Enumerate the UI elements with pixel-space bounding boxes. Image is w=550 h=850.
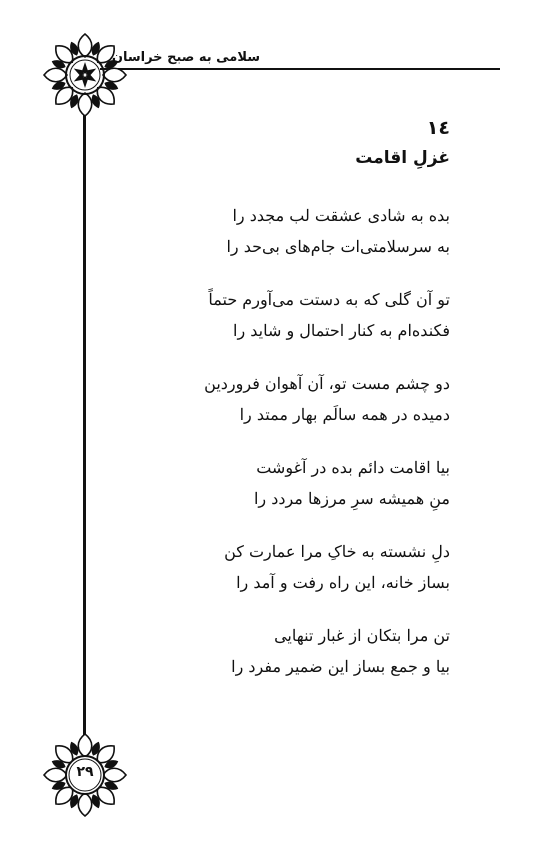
- poem-number: ١٤: [426, 117, 450, 139]
- verse-line: دو چشم مست تو، آن آهوان فروردین: [204, 374, 450, 393]
- poem-body: [204, 200, 450, 704]
- rosette-ornament-icon: [40, 30, 130, 120]
- verse-line: بیا و جمع بساز این ضمیر مفرد را: [231, 657, 450, 676]
- stanza: [204, 284, 450, 346]
- poem-title: غزلِ اقامت: [355, 148, 450, 168]
- verse-line: تو آن گلی که به دستت می‌آورم حتماً: [208, 290, 450, 309]
- stanza: [204, 452, 450, 514]
- stanza: [204, 368, 450, 430]
- stanza: [204, 620, 450, 682]
- verse-line: تن مرا بتکان از غبار تنهایی: [274, 626, 450, 645]
- verse-line: بده به شادی عشقت لب مجدد را: [232, 206, 450, 225]
- verse-line: به سرسلامتی‌ات جام‌های بی‌حد را: [226, 237, 450, 256]
- page-number: ۲۹: [76, 764, 94, 780]
- verse-line: بساز خانه، این راه رفت و آمد را: [236, 573, 450, 592]
- stanza: [204, 536, 450, 598]
- verse-line: منِ همیشه سرِ مرزها مردد را: [253, 489, 450, 508]
- stanza: [204, 200, 450, 262]
- verse-line: بیا اقامت دائم بده در آغوشت: [256, 458, 450, 477]
- header-rule: [100, 68, 500, 70]
- verse-line: دلِ نشسته به خاکِ مرا عمارت کن: [224, 542, 450, 561]
- running-title: سلامی به صبح خراسان: [111, 50, 260, 65]
- verse-line: فکنده‌ام به کنار احتمال و شاید را: [233, 321, 450, 340]
- margin-rule: [83, 100, 86, 750]
- verse-line: دمیده در همه سالَم بهار ممتد را: [239, 405, 450, 424]
